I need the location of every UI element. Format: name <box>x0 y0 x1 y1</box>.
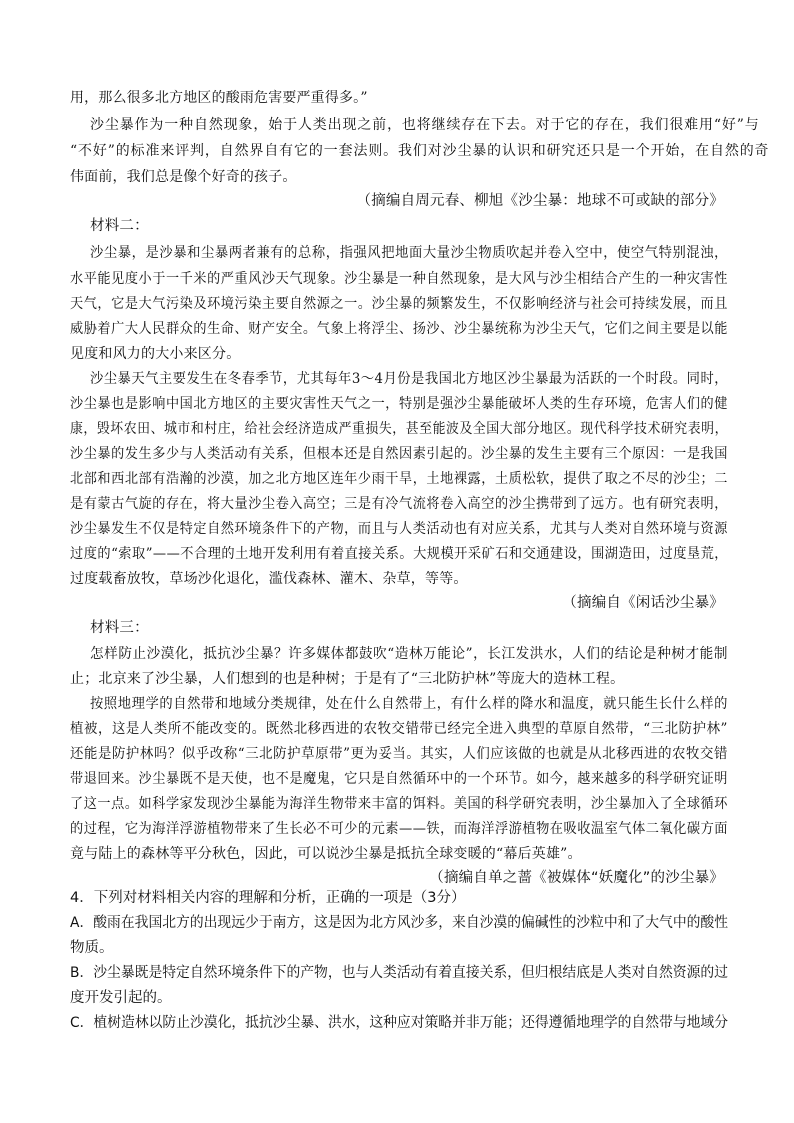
material3-line: 按照地理学的自然带和地域分类规律，处在什么自然带上，有什么样的降水和温度，就只能生长什么样的 <box>90 696 729 712</box>
material2-line: 见度和风力的大小来区分。 <box>70 346 241 362</box>
material2-line: 沙尘暴发生不仅是特定自然环境条件下的产物，而且与人类活动也有对应关系，尤其与人类对自然环境与资源 <box>70 521 728 537</box>
material2-line: 沙尘暴也是影响中国北方地区的主要灾害性天气之一，特别是强沙尘暴能破坏人类的生存环境，危害人们的健 <box>70 396 728 412</box>
material1-line: 用，那么很多北方地区的酸雨危害要严重得多。” <box>70 90 368 106</box>
material1-source: （摘编自周元春、柳旭《沙尘暴：地球不可或缺的部分》 <box>356 193 724 209</box>
material2-line: 康，毁坏农田、城市和村庄，给社会经济造成严重损失，甚至能波及全国大部分地区。现代科学技术研究表明， <box>70 421 729 437</box>
material1-line: 伟面前，我们总是像个好奇的孩子。 <box>70 169 297 185</box>
material2-line: 沙尘暴，是沙暴和尘暴两者兼有的总称，指强风把地面大量沙尘物质吹起并卷入空中，使空气特别混浊， <box>90 245 729 261</box>
option-a: A．酸雨在我国北方的出现远少于南方，这是因为北方风沙多，来自沙漠的偏碱性的沙粒中和了大气中的酸性 <box>70 915 729 931</box>
material3-line: 竟与陆上的森林等平分秋色，因此，可以说沙尘暴是抵抗全球变暖的“幕后英雄”。 <box>70 846 582 862</box>
material3-line: 了这一点。如科学家发现沙尘暴能为海洋生物带来丰富的饵料。美国的科学研究表明，沙尘暴加入了全球循环 <box>70 796 728 812</box>
material2-heading: 材料二： <box>90 218 149 234</box>
option-c: C．植树造林以防止沙漠化，抵抗沙尘暴、洪水，这种应对策略并非万能；还得遵循地理学的自然带与地域分 <box>70 1015 729 1031</box>
material2-line: 威胁着广大人民群众的生命、财产安全。气象上将浮尘、扬沙、沙尘暴统称为沙尘天气，它们之间主要是以能 <box>70 321 728 337</box>
option-b-cont: 度开发引起的。 <box>70 990 172 1006</box>
material1-line: 沙尘暴作为一种自然现象，始于人类出现之前，也将继续存在下去。对于它的存在，我们很难用“好”与 <box>90 117 760 133</box>
material2-line: 是有蒙古气旋的存在，将大量沙尘卷入高空；三是有冷气流将卷入高空的沙尘携带到了远方。也有研究表明， <box>70 496 728 512</box>
material2-line: 北部和西北部有浩瀚的沙漠，加之北方地区连年少雨干旱，土地裸露，土质松软，提供了取之不尽的沙尘；二 <box>70 471 728 487</box>
material3-line: 植被，这是人类所不能改变的。既然北移西进的农牧交错带已经完全进入典型的草原自然带，“三北防护林” <box>70 721 728 737</box>
material3-line: 还能是防护林吗？似乎改称“三北防护草原带”更为妥当。其实，人们应该做的也就是从北移西进的农牧交错 <box>70 746 728 762</box>
material1-line: “不好”的标准来评判，自然界自有它的一套法则。我们对沙尘暴的认识和研究还只是一个开始，在自然的奇 <box>70 143 770 159</box>
material2-line: 天气，它是大气污染及环境污染主要自然源之一。沙尘暴的频繁发生，不仅影响经济与社会可持续发展，而且 <box>70 296 728 312</box>
material2-line: 沙尘暴的发生多少与人类活动有关系，但根本还是自然因素引起的。沙尘暴的发生主要有三个原因：一是我国 <box>70 446 728 462</box>
material3-line: 带退回来。沙尘暴既不是天使，也不是魔鬼，它只是自然循环中的一个环节。如今，越来越多的科学研究证明 <box>70 771 728 787</box>
material3-source: （摘编自单之蔷《被媒体“妖魔化”的沙尘暴》 <box>429 870 724 886</box>
material3-heading: 材料三： <box>90 620 149 636</box>
option-a-cont: 物质。 <box>70 940 114 956</box>
material2-line: 水平能见度小于一千米的严重风沙天气现象。沙尘暴是一种自然现象，是大风与沙尘相结合产生的一种灾害性 <box>70 271 728 287</box>
material2-line: 过度载畜放牧，草场沙化退化，滥伐森林、灌木、杂草，等等。 <box>70 571 468 587</box>
material3-line: 的过程，它为海洋浮游植物带来了生长必不可少的元素——铁，而海洋浮游植物在吸收温室气体二氧化碳方面 <box>70 821 728 837</box>
material2-line: 过度的“索取”——不合理的土地开发利用有着直接关系。大规模开采矿石和交通建设，围湖造田，过度垦荒， <box>70 546 729 562</box>
material2-source: （摘编自《闲话沙尘暴》 <box>562 595 724 611</box>
material3-line: 怎样防止沙漠化，抵抗沙尘暴？许多媒体都鼓吹“造林万能论”，长江发洪水，人们的结论是种树才能制 <box>90 646 728 662</box>
material2-line: 沙尘暴天气主要发生在冬春季节，尤其每年3～4月份是我国北方地区沙尘暴最为活跃的一个时段。同时， <box>90 371 729 387</box>
question-stem: 4．下列对材料相关内容的理解和分析，正确的一项是（3分） <box>70 890 466 906</box>
material3-line: 止；北京来了沙尘暴，人们想到的也是种树；于是有了“三北防护林”等庞大的造林工程。 <box>70 671 625 687</box>
option-b: B．沙尘暴既是特定自然环境条件下的产物，也与人类活动有着直接关系，但归根结底是人类对自然资源的过 <box>70 965 728 981</box>
